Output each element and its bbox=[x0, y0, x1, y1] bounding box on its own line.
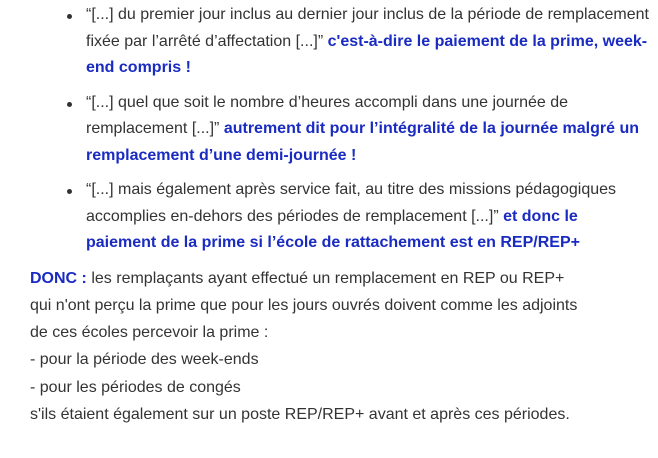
list-item bbox=[30, 177, 650, 257]
conclusion-line: s'ils étaient également sur un poste REP/REP+ avant et après ces périodes. bbox=[30, 405, 570, 423]
emphasis-text: autrement dit pour l’intégralité de la journée malgré un remplacement d’une demi-journée ! bbox=[86, 120, 640, 164]
conclusion-line: - pour la période des week-ends bbox=[30, 351, 259, 369]
bullet-icon bbox=[67, 102, 72, 107]
quote-text: “[...] quel que soit le nombre d’heures accompli dans une journée de remplacement [...]” bbox=[86, 93, 569, 137]
conclusion-line: qui n'ont perçu la prime que pour les jours ouvrés doivent comme les adjoints bbox=[30, 296, 578, 314]
list-item bbox=[30, 90, 650, 170]
donc-label: DONC : bbox=[30, 269, 87, 287]
quote-text: “[...] mais également après service fait, au titre des missions pédagogiques accomplies en-dehors des périodes de remplacement [...]” bbox=[86, 181, 617, 225]
emphasis-text: et donc le paiement de la prime si l’école de rattachement est en REP/REP+ bbox=[86, 207, 580, 251]
conclusion-line: - pour les périodes de congés bbox=[30, 378, 241, 396]
bullet-icon bbox=[67, 14, 72, 19]
conclusion-line: de ces écoles percevoir la prime : bbox=[30, 324, 269, 342]
bullet-icon bbox=[67, 189, 72, 194]
quote-text: “[...] du premier jour inclus au dernier jour inclus de la période de remplacement fixée par l’arrêté d’affectation [...]” bbox=[86, 6, 649, 50]
bullet-list bbox=[30, 2, 650, 257]
conclusion-line bbox=[30, 265, 650, 292]
document-body bbox=[30, 2, 650, 428]
conclusion-text: les remplaçants ayant effectué un remplacement en REP ou REP+ bbox=[91, 269, 565, 287]
emphasis-text: c'est-à-dire le paiement de la prime, week-end compris ! bbox=[86, 32, 648, 76]
conclusion-paragraph bbox=[30, 265, 650, 429]
list-item bbox=[30, 2, 650, 82]
